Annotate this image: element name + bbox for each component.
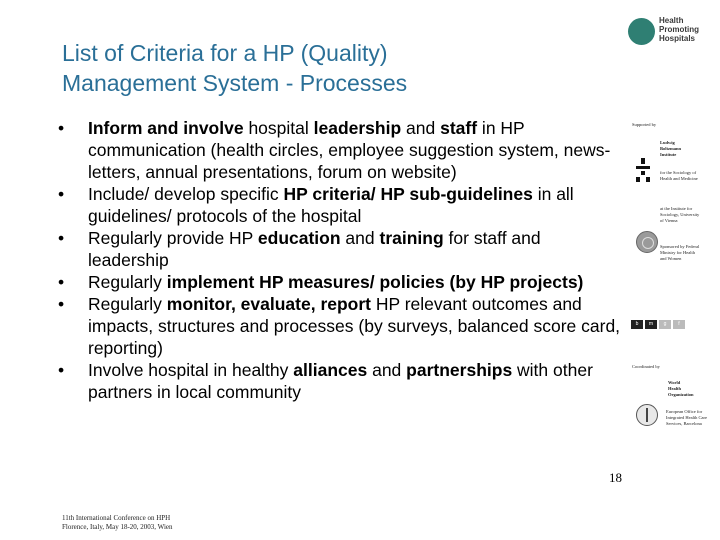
- bullet-text-bold: education: [257, 228, 341, 248]
- hph-logo-circle: [628, 18, 655, 45]
- bmgf-letter-g: g: [659, 320, 671, 329]
- bullet-text: in all guidelines/ protocols of the hospital: [88, 184, 574, 226]
- bullet-text: and: [340, 228, 380, 248]
- bullet-text: and: [401, 118, 441, 138]
- bullet-text: for staff and leadership: [88, 228, 541, 270]
- hph-logo-line-3: Hospitals: [659, 34, 696, 43]
- criteria-bullet-item: [58, 359, 624, 403]
- footer-line-1: 11th International Conference on HPH: [62, 514, 171, 522]
- lbi-subtitle-line-1: for the Sociology of: [660, 170, 697, 175]
- institute-line-1: at the Institute for: [660, 206, 693, 211]
- lbi-logo-icon: [636, 158, 650, 182]
- bullet-text: Regularly: [88, 294, 167, 314]
- who-name-line-3: Organization: [668, 392, 694, 397]
- bullet-text: Regularly: [88, 272, 167, 292]
- lbi-subtitle-line-2: Health and Medicine: [660, 176, 698, 181]
- slide-title-line-2: Management System - Processes: [62, 70, 408, 96]
- who-name-line-1: World: [668, 380, 681, 385]
- who-name-line-2: Health: [668, 386, 681, 391]
- bullet-marker: •: [58, 118, 65, 138]
- bmgf-letter-m: m: [645, 320, 657, 329]
- bullet-text: Involve hospital in healthy: [88, 360, 294, 380]
- criteria-bullet-item: [58, 183, 624, 227]
- sponsored-line-3: and Women: [660, 256, 682, 261]
- who-europe-line-2: Integrated Health Care: [666, 415, 707, 420]
- who-europe-line-1: European Office for: [666, 409, 703, 414]
- footer-line-2: Florence, Italy, May 18-20, 2003, Wien: [62, 523, 173, 531]
- bullet-text: Regularly provide HP: [88, 228, 258, 248]
- bullet-text: with other partners in local community: [88, 360, 593, 402]
- bullet-text: Include/ develop specific: [88, 184, 284, 204]
- bullet-text-bold: staff: [440, 118, 478, 138]
- criteria-bullet-item: [58, 227, 624, 271]
- bullet-text-bold: partnerships: [406, 360, 513, 380]
- lbi-name-line-1: Ludwig: [660, 140, 675, 145]
- sponsored-line-1: Sponsored by Federal: [660, 244, 700, 249]
- supported-by-label: Supported by: [632, 122, 657, 127]
- hph-logo-line-1: Health: [659, 16, 684, 25]
- institute-sociology-text: [660, 206, 699, 224]
- bullet-text-bold: leadership: [313, 118, 402, 138]
- bullet-text-bold: training: [379, 228, 444, 248]
- bmgf-letter-f: f: [673, 320, 685, 329]
- bullet-text-bold: alliances: [293, 360, 368, 380]
- bullet-text-bold: monitor, evaluate, report: [166, 294, 372, 314]
- hph-logo-text: [659, 16, 699, 43]
- institute-line-2: Sociology, University: [660, 212, 700, 217]
- bullet-marker: •: [58, 294, 65, 314]
- bullet-marker: •: [58, 184, 65, 204]
- bullet-text: HP relevant outcomes and impacts, structures and processes (by surveys, balanced score card, reporting): [88, 294, 621, 358]
- lbi-name-line-3: Institute: [660, 152, 677, 157]
- criteria-bullet-item: [58, 271, 624, 293]
- bullet-marker: •: [58, 272, 65, 292]
- bullet-text: and: [367, 360, 407, 380]
- who-europe-office: [666, 409, 707, 427]
- bullet-text: in HP communication (health circles, employee suggestion system, news-letters, annual presentations, forum on website): [88, 118, 611, 182]
- page-number: 18: [609, 470, 622, 485]
- university-seal-icon: [636, 231, 658, 253]
- institute-line-3: of Vienna: [660, 218, 678, 223]
- sponsored-line-2: Ministry for Health: [660, 250, 695, 255]
- bmgf-logo: [631, 320, 685, 329]
- slide-title-line-1: List of Criteria for a HP (Quality): [62, 40, 388, 66]
- bullet-text-bold: HP criteria/ HP sub-guidelines: [283, 184, 533, 204]
- bullet-text: hospital: [243, 118, 314, 138]
- bullet-marker: •: [58, 360, 65, 380]
- bullet-text-bold: Inform and involve: [88, 118, 244, 138]
- bullet-marker: •: [58, 228, 65, 248]
- criteria-bullet-item: [58, 293, 624, 359]
- bmgf-letter-b: b: [631, 320, 643, 329]
- lbi-subtitle: [660, 170, 698, 182]
- lbi-name-line-2: Boltzmann: [660, 146, 682, 151]
- who-name: [668, 380, 694, 398]
- who-emblem-icon: [636, 404, 658, 426]
- slide-title: [62, 38, 582, 98]
- bullet-text-bold: implement HP measures/ policies (by HP projects): [166, 272, 584, 292]
- hph-logo-line-2: Promoting: [659, 25, 699, 34]
- sponsored-by-text: [660, 244, 699, 262]
- lbi-name: [660, 140, 681, 158]
- coordinated-by-label: Coordinated by: [632, 364, 660, 369]
- criteria-bullet-list: [58, 117, 624, 403]
- hph-logo: [628, 16, 718, 50]
- who-europe-line-3: Services, Barcelona: [666, 421, 702, 426]
- criteria-bullet-item: [58, 117, 624, 183]
- conference-footer: [62, 514, 173, 532]
